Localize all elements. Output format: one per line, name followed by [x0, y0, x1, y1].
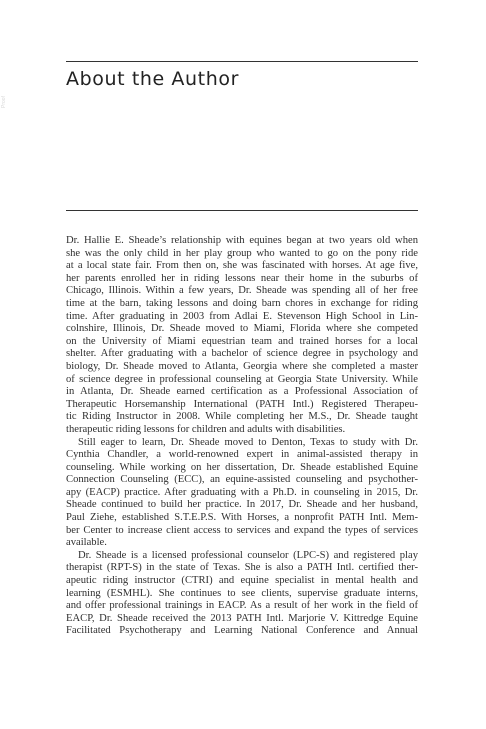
- text-line: of science degree in professional counseling at Georgia State University. While: [66, 373, 418, 385]
- bio-paragraph-3: [66, 550, 418, 638]
- text-line: apeutic riding instructor (CTRI) and equine specialist in mental health and: [66, 575, 418, 587]
- text-line: Dr. Sheade is a licensed professional counselor (LPC-S) and registered play: [78, 549, 418, 561]
- text-line: time at the barn, taking lessons and doing barn chores in exchange for riding: [66, 297, 418, 309]
- text-line: in Atlanta, Dr. Sheade earned certification as a Professional Association of: [66, 386, 418, 398]
- text-line: tic Riding Instructor in 2008. While completing her M.S., Dr. Sheade taught: [66, 411, 418, 423]
- text-line: Still eager to learn, Dr. Sheade moved to Denton, Texas to study with Dr.: [78, 436, 418, 448]
- text-line: she was the only child in her play group who wanted to go on the pony ride: [66, 247, 418, 259]
- text-line: ber Center to increase client access to services and expand the types of services: [66, 524, 418, 536]
- text-line: Facilitated Psychotherapy and Learning National Conference and Annual: [66, 625, 418, 637]
- text-line: Sheade continued to build her practice. In 2017, Dr. Sheade and her husband,: [66, 499, 418, 511]
- text-line: Chicago, Illinois. Within a few years, Dr. Sheade was spending all of her free: [66, 285, 418, 297]
- text-line: therapeutic riding lessons for children and adults with disabilities.: [66, 423, 346, 435]
- text-line: Therapeutic Horsemanship International (PATH Intl.) Registered Therapeu-: [66, 398, 418, 410]
- text-line: Connection Counseling (ECC), an equine-assisted counseling and psychother-: [66, 474, 418, 486]
- author-bio: [66, 235, 418, 638]
- text-line: on the University of Miami equestrian team and trained horses for a local: [66, 335, 418, 347]
- text-line: her parents enrolled her in riding lessons near their home in the suburbs of: [66, 272, 418, 284]
- text-line: at a local state fair. From then on, she was fascinated with horses. At age five,: [66, 260, 418, 272]
- text-line: colnshire, Illinois, Dr. Sheade moved to Miami, Florida where she competed: [66, 323, 418, 335]
- text-line: therapist (RPT-S) in the state of Texas. She is also a PATH Intl. certified ther-: [66, 562, 418, 574]
- page-title: About the Author: [66, 68, 240, 90]
- text-line: EACP, Dr. Sheade received the 2013 PATH Intl. Marjorie V. Kittredge Equine: [66, 612, 418, 624]
- text-line: apy (EACP) practice. After graduating with a Ph.D. in counseling in 2015, Dr.: [66, 486, 418, 498]
- text-line: learning (ESMHL). She continues to see clients, supervise graduate interns,: [66, 587, 418, 599]
- text-line: Paul Ziehe, established S.T.E.P.S. With Horses, a nonprofit PATH Intl. Mem-: [66, 512, 418, 524]
- text-line: and offer professional trainings in EACP. As a result of her work in the field of: [66, 600, 418, 612]
- bottom-rule: [66, 210, 418, 211]
- text-line: shelter. After graduating with a bachelor of science degree in psychology and: [66, 348, 418, 360]
- bio-paragraph-2: [66, 437, 418, 550]
- bio-paragraph-1: [66, 235, 418, 437]
- text-line: counseling. While working on her dissertation, Dr. Sheade established Equine: [66, 461, 418, 473]
- text-line: biology, Dr. Sheade moved to Atlanta, Georgia where she completed a master: [66, 360, 418, 372]
- text-line: time. After graduating in 2003 from Adlai E. Stevenson High School in Lin-: [66, 310, 418, 322]
- side-mark: Proof: [1, 96, 7, 108]
- text-line: Cynthia Chandler, a world-renowned expert in animal-assisted therapy in: [66, 449, 418, 461]
- text-line: available.: [66, 537, 107, 549]
- text-line: Dr. Hallie E. Sheade’s relationship with equines began at two years old when: [66, 235, 418, 246]
- top-rule: [66, 61, 418, 62]
